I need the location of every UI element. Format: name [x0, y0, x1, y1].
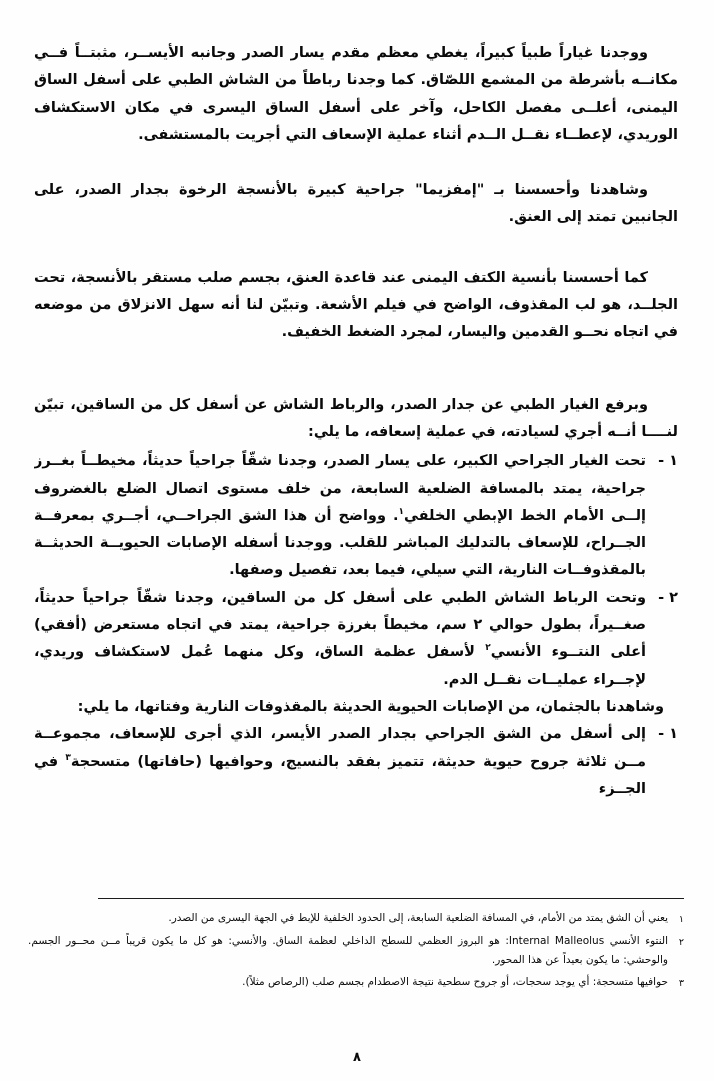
- footnote: [28, 932, 684, 970]
- footnote-ref-3: ٣: [65, 752, 71, 763]
- page-number: ٨: [353, 1050, 361, 1065]
- list-item-number: ١ -: [658, 726, 678, 743]
- footnote-marker: ١: [678, 914, 684, 925]
- list-item-number: ٢ -: [658, 589, 678, 606]
- footnote-ref-1: ١: [398, 507, 404, 518]
- list-item-text-part: . وواضح أن هذا الشق الجراحــي، أجــري بمعرفــة الجــراح، للإسعاف بالتدليك المباشر للقلب. ووجدنا أسفله الإصابات الحيويــة الحديثــة بالمقذوفــات النارية، التي سيلي، فيما بعد، تفصيل وصفها.: [34, 507, 646, 579]
- footnote-text: يعني أن الشق يمتد من الأمام، في المسافة الضلعية السابعة، إلى الحدود الخلفية للإبط في الجهة اليسرى من الصدر.: [168, 912, 668, 924]
- list-item-text-part: في الجــزء: [34, 753, 646, 797]
- numbered-list-surgical: [34, 448, 678, 694]
- footnotes-section: [28, 898, 684, 996]
- list-item-text-part: إلى أسفل من الشق الجراحي بجدار الصدر الأيسر، الذي أجرى للإسعاف، مجموعــة مــن ثلاثة جروح حيوية حديثة، تتميز بفقد بالنسيج، وحوافيها (حافاتها) متسحجة: [34, 726, 646, 770]
- list-item-text-part: وتحت الرباط الشاش الطبي على أسفل كل من الساقين، وجدنا شقّاً جراحياً حديثاً، صغــيراً، بطول حوالي ٢ سم، مخيطاً بغرزة جراحية، يمتد في اتجاه مستعرض (أفقي) أعلى النتــوء الأنسي: [34, 589, 646, 661]
- list-item-text: [34, 448, 646, 584]
- list-item-text-part: لأسفل عظمة الساق، وكل منهما عُمل لاستكشاف وريدي، لإجــراء عمليــات نقــل الدم.: [34, 644, 646, 688]
- list-item: [34, 721, 678, 803]
- list-item: [34, 585, 678, 694]
- list-item-text-part: تحت الغيار الجراحي الكبير، على يسار الصدر، وجدنا شقّاً جراحياً حديثاً، مخيطــاً بغــرز جراحية، يمتد بالمسافة الضلعية السابعة، من خلف مستوى اتصال الضلع بالغضروف إلــى الأمام الخط الإبطي الخلفي: [34, 453, 646, 524]
- footnote-separator-rule: [98, 898, 684, 899]
- footnote: [28, 909, 684, 929]
- numbered-list-wounds: [34, 721, 678, 803]
- footnote-ref-2: ٢: [485, 643, 491, 654]
- paragraph-emphysema: وشاهدنا وأحسسنا بـ "إمفزيما" جراحية كبيرة بالأنسجة الرخوة بجدار الصدر، على الجانبين تمتد إلى العنق.: [34, 182, 678, 226]
- paragraph-dressing: ووجدنا غياراً طبياً كبيراً، يغطي معظم مقدم يسار الصدر وجانبه الأيســر، مثبتــاً فــي مكانــه بأشرطة من المشمع اللصّاق. كما وجدنا رباطاً من الشاش الطبي على أسفل الساق اليمنى، أعلــى مفصل الكاحل، وآخر على أسفل الساق اليسرى في مكان الاستكشاف الوريدي، لإعطــاء نقــل الــدم أثناء عملية الإسعاف التي أجريت بالمستشفى.: [34, 45, 678, 143]
- list-item-text: [34, 585, 646, 694]
- footnote: [28, 973, 684, 993]
- paragraph-list2-intro: وشاهدنا بالجثمان، من الإصابات الحيوية الحديثة بالمقذوفات النارية وفتاتها، ما يلي:: [77, 698, 664, 715]
- paragraph-list1-intro: وبرفع الغيار الطبي عن جدار الصدر، والرباط الشاش عن أسفل كل من الساقين، تبيّن لنــــا أنــه أجري لسيادته، في عملية إسعافه، ما يلي:: [34, 396, 678, 440]
- footnote-text: النتوء الأنسي Internal Malleolus: هو البروز العظمي للسطح الداخلي لعظمة الساق. والأنسي: هو كل ما يكون قريباً مــن محــور الجسم. والوحشي: ما يكون بعيداً عن هذا المحور.: [28, 935, 669, 966]
- document-body: [34, 40, 678, 803]
- list-item-number: ١ -: [658, 453, 678, 470]
- footnote-marker: ٣: [678, 978, 684, 989]
- list-item-text: [34, 721, 646, 803]
- paragraph-shoulder-finding: كما أحسسنا بأنسية الكتف اليمنى عند قاعدة العنق، بجسم صلب مستقر بالأنسجة، تحت الجلــد، هو لب المقذوف، الواضح في فيلم الأشعة. وتبيّن لنا أنه سهل الانزلاق من موضعه في اتجاه نحــو القدمين واليسار، لمجرد الضغط الخفيف.: [34, 269, 678, 341]
- list-item: [34, 448, 678, 584]
- footnote-text: حوافيها متسحجة: أي يوجد سحجات، أو جروح سطحية نتيجة الاصطدام بجسم صلب (الرصاص مثلاً).: [242, 976, 668, 988]
- footnote-marker: ٢: [678, 937, 684, 948]
